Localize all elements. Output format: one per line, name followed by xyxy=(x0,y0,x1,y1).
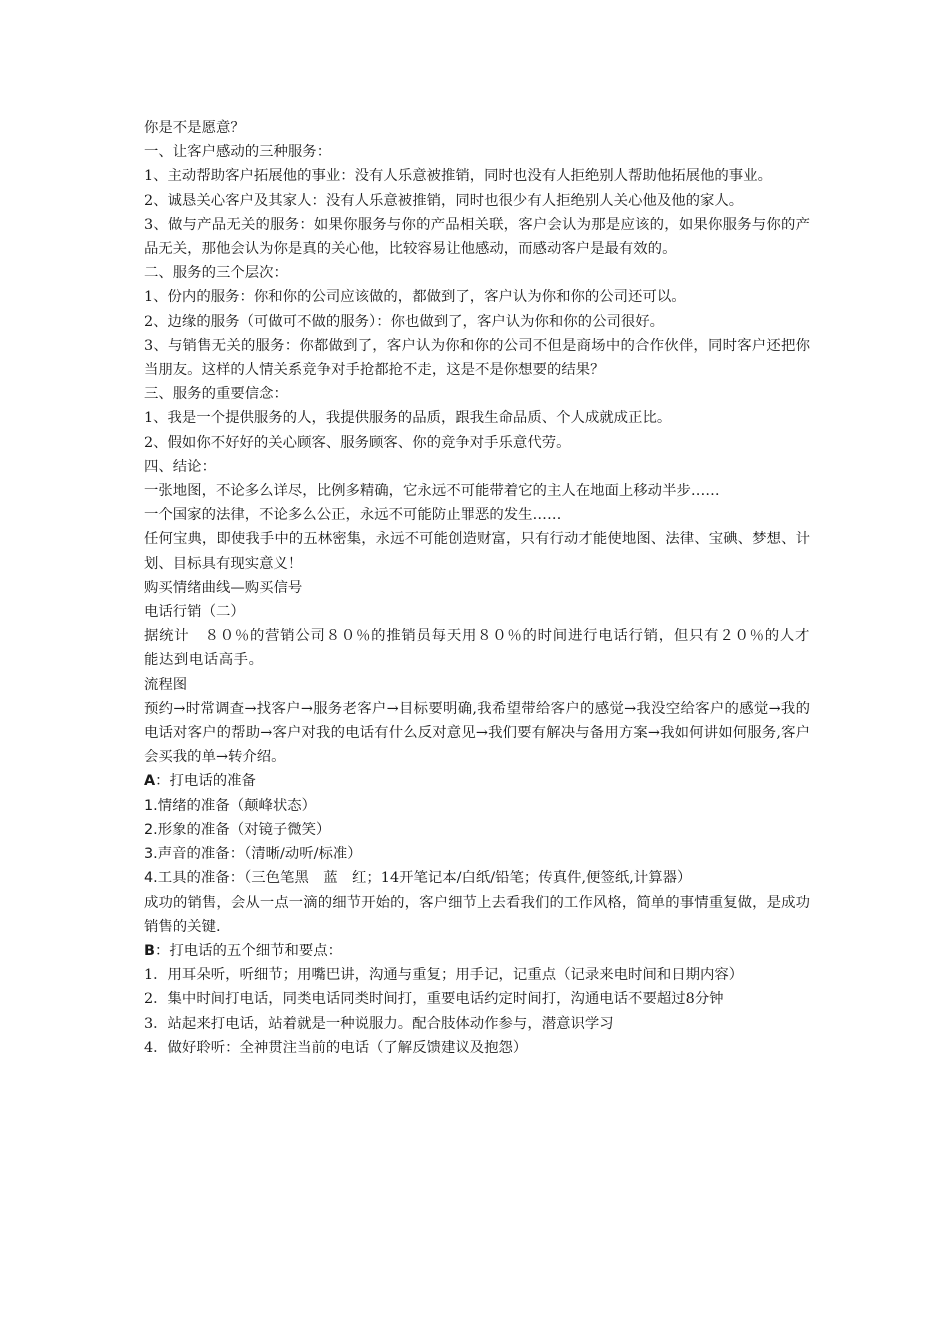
paragraph: 2、边缘的服务（可做可不做的服务）：你也做到了，客户认为你和你的公司很好。 xyxy=(144,313,665,330)
paragraph: 1、主动帮助客户拓展他的事业：没有人乐意被推销，同时也没有人拒绝别人帮助他拓展他的事业。 xyxy=(144,168,772,185)
list-number: 4. xyxy=(144,870,158,887)
paragraph: 3、做与产品无关的服务：如果你服务与你的产品相关联，客户会认为那是应该的，如果你服务与你的产品无关，那他会认为你是真的关心他，比较容易让他感动，而感动客户是最有效的。 xyxy=(144,216,810,258)
list-number: 2. xyxy=(144,821,158,838)
list-item: 2．集中时间打电话，同类电话同类时间打，重要电话约定时间打，沟通电话不要超过8分钟 xyxy=(144,991,724,1008)
list-item: 1．用耳朵听，听细节；用嘴巴讲，沟通与重复；用手记，记重点（记录来电时间和日期内容） xyxy=(144,967,744,984)
list-item xyxy=(144,794,810,818)
list-text: 情绪的准备（颠峰状态） xyxy=(157,797,317,814)
section-heading: 一、让客户感动的三种服务： xyxy=(144,144,332,161)
document-body xyxy=(144,116,810,1060)
section-heading: 四、结论： xyxy=(144,458,216,475)
section-heading: 购买情绪曲线—购买信号 xyxy=(144,579,303,596)
subsection-title: ：打电话的五个细节和要点： xyxy=(154,942,343,959)
list-number: 3. xyxy=(144,846,158,863)
paragraph: 1、份内的服务：你和你的公司应该做的，都做到了，客户认为你和你的公司还可以。 xyxy=(144,289,686,306)
paragraph: 成功的销售，会从一点一滴的细节开始的，客户细节上去看我们的工作风格，简单的事情重复做，是成功销售的关键. xyxy=(144,894,810,935)
list-item xyxy=(144,866,810,890)
list-text: 形象的准备（对镜子微笑） xyxy=(157,821,331,838)
paragraph: 2、假如你不好好的关心顾客、服务顾客、你的竞争对手乐意代劳。 xyxy=(144,434,571,451)
flow-paragraph: 预约→时常调查→找客户→服务老客户→目标要明确,我希望带给客户的感觉→我没空给客户的感觉→我的电话对客户的帮助→客户对我的电话有什么反对意见→我们要有解决与备用方案→我如何讲如何服务,客户会买我的单→转介绍。 xyxy=(144,700,810,766)
list-item xyxy=(144,842,810,866)
list-text: 声音的准备：（清晰/动听/标准） xyxy=(157,846,362,863)
paragraph: 一张地图，不论多么详尽，比例多精确，它永远不可能带着它的主人在地面上移动半步…… xyxy=(144,483,720,500)
list-text: 工具的准备：（三色笔黑 蓝 红；14开笔记本/白纸/铅笔；传真件,便签纸,计算器） xyxy=(157,870,692,887)
section-heading: 二、服务的三个层次： xyxy=(144,265,288,282)
list-item xyxy=(144,818,810,842)
subsection-letter: A xyxy=(144,773,156,790)
paragraph: 一个国家的法律，不论多么公正，永远不可能防止罪恶的发生…… xyxy=(144,507,562,524)
subsection-heading xyxy=(144,769,810,793)
list-number: 1. xyxy=(144,797,158,814)
list-item: 4．做好聆听：全神贯注当前的电话（了解反馈建议及抱怨） xyxy=(144,1039,528,1056)
subsection-letter: B xyxy=(144,942,155,959)
paragraph: 你是不是愿意？ xyxy=(144,120,245,136)
section-heading: 三、服务的重要信念： xyxy=(144,386,288,403)
subsection-title: ：打电话的准备 xyxy=(155,773,256,790)
paragraph: 任何宝典，即使我手中的五林密集，永远不可能创造财富，只有行动才能使地图、法律、宝碘、梦想、计划、目标具有现实意义！ xyxy=(144,531,810,572)
section-heading: 电话行销（二） xyxy=(144,604,245,621)
section-heading: 流程图 xyxy=(144,676,188,693)
subsection-heading xyxy=(144,939,810,963)
paragraph: 2、诚恳关心客户及其家人：没有人乐意被推销，同时也很少有人拒绝别人关心他及他的家人。 xyxy=(144,192,744,209)
paragraph: 1、我是一个提供服务的人，我提供服务的品质，跟我生命品质、个人成就成正比。 xyxy=(144,410,672,427)
paragraph: 据统计 ８０％的营销公司８０％的推销员每天用８０％的时间进行电话行销，但只有２０％的人才能达到电话高手。 xyxy=(144,628,810,669)
list-item: 3．站起来打电话，站着就是一种说服力。配合肢体动作参与，潜意识学习 xyxy=(144,1015,614,1032)
paragraph: 3、与销售无关的服务：你都做到了，客户认为你和你的公司不但是商场中的合作伙伴，同时客户还把你当朋友。这样的人情关系竞争对手抢都抢不走，这是不是你想要的结果？ xyxy=(144,337,810,379)
